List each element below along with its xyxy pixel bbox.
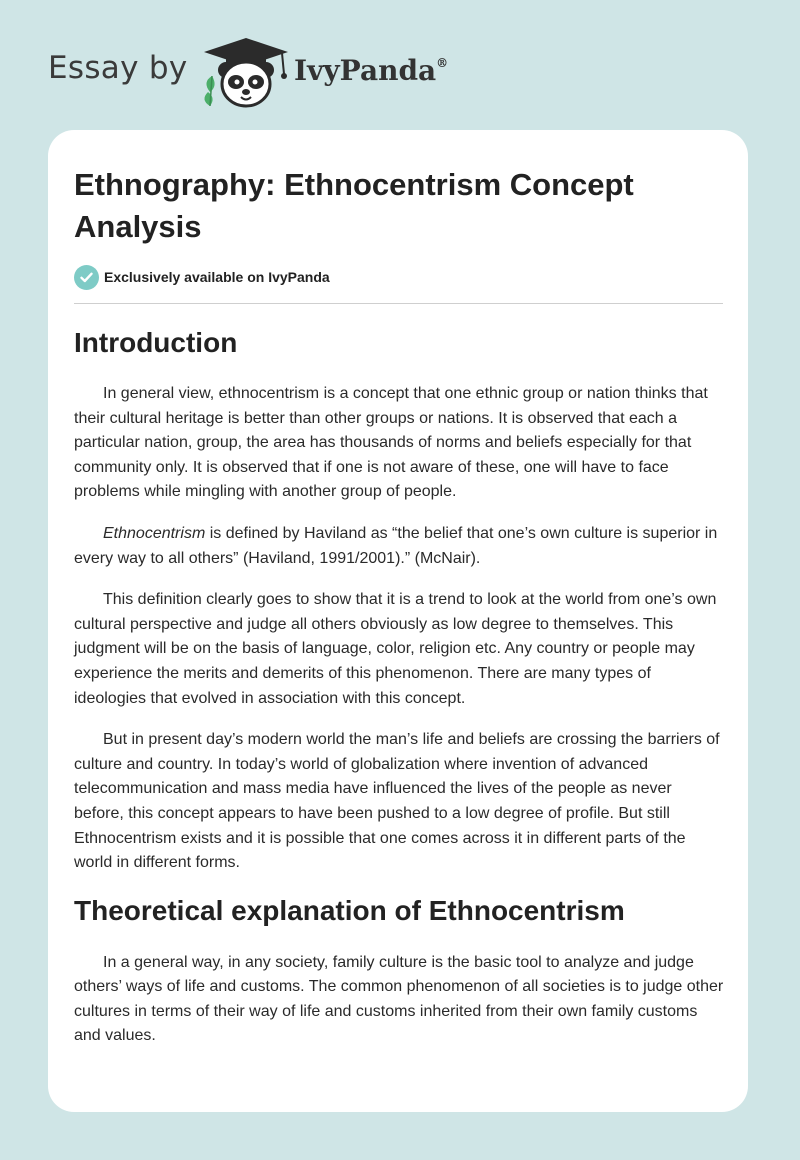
essay-title: Ethnography: Ethnocentrism Concept Analysis [74,167,634,244]
paragraph: Ethnocentrism is defined by Haviland as “the belief that one’s own culture is superior in every way to all others” (Haviland, 1991/2001).” (McNair). [74,524,718,567]
site-header [0,0,800,130]
exclusive-badge [74,264,330,290]
paragraph: In general view, ethnocentrism is a concept that one ethnic group or nation thinks that their cultural heritage is better than other groups or nations. It is observed that each a particular nation, group, the area has thousands of norms and beliefs especially for that community only. It is observed that if one is not aware of these, one will have to face problems while mingling with another group of people. [74,385,708,501]
essay-body [74,325,724,1049]
essay-by-label: Essay by [48,50,188,86]
italic-term: Ethnocentrism [103,524,206,542]
essay-card [48,130,748,1112]
paragraph: But in present day’s modern world the man’s life and beliefs are crossing the barriers of culture and country. In today’s world of globalization where invention of advanced telecommunication and mass media have influenced the lives of the people as never before, this concept appears to have been pushed to a low degree of profile. But still Ethnocentrism exists and it is possible that one comes across it in different parts of the world in different forms. [74,731,720,872]
paragraph: In a general way, in any society, family culture is the basic tool to analyze and judge others’ ways of life and customs. The common phenomenon of all societies is to judge other cultures in terms of their way of life and customs inherited from their own family customs and values. [74,953,724,1045]
ivypanda-logo[interactable] [198,36,294,113]
brand-name[interactable]: IvyPanda® [294,54,449,87]
checkmark-icon [74,265,99,290]
section-heading-theoretical-explanation: Theoretical explanation of Ethnocentrism [74,894,625,926]
title-divider [74,303,723,304]
exclusive-badge-text: Exclusively available on IvyPanda [104,269,330,285]
panda-graduate-icon [198,36,294,108]
paragraph: This definition clearly goes to show that it is a trend to look at the world from one’s own cultural perspective and judge all others obviously as low degree to themselves. This judgment will be on the basis of language, color, religion etc. Any country or people may experience the merits and demerits of this phenomenon. There are many types of ideologies that evolved in association with this concept. [74,591,717,707]
section-heading-introduction: Introduction [74,327,238,358]
